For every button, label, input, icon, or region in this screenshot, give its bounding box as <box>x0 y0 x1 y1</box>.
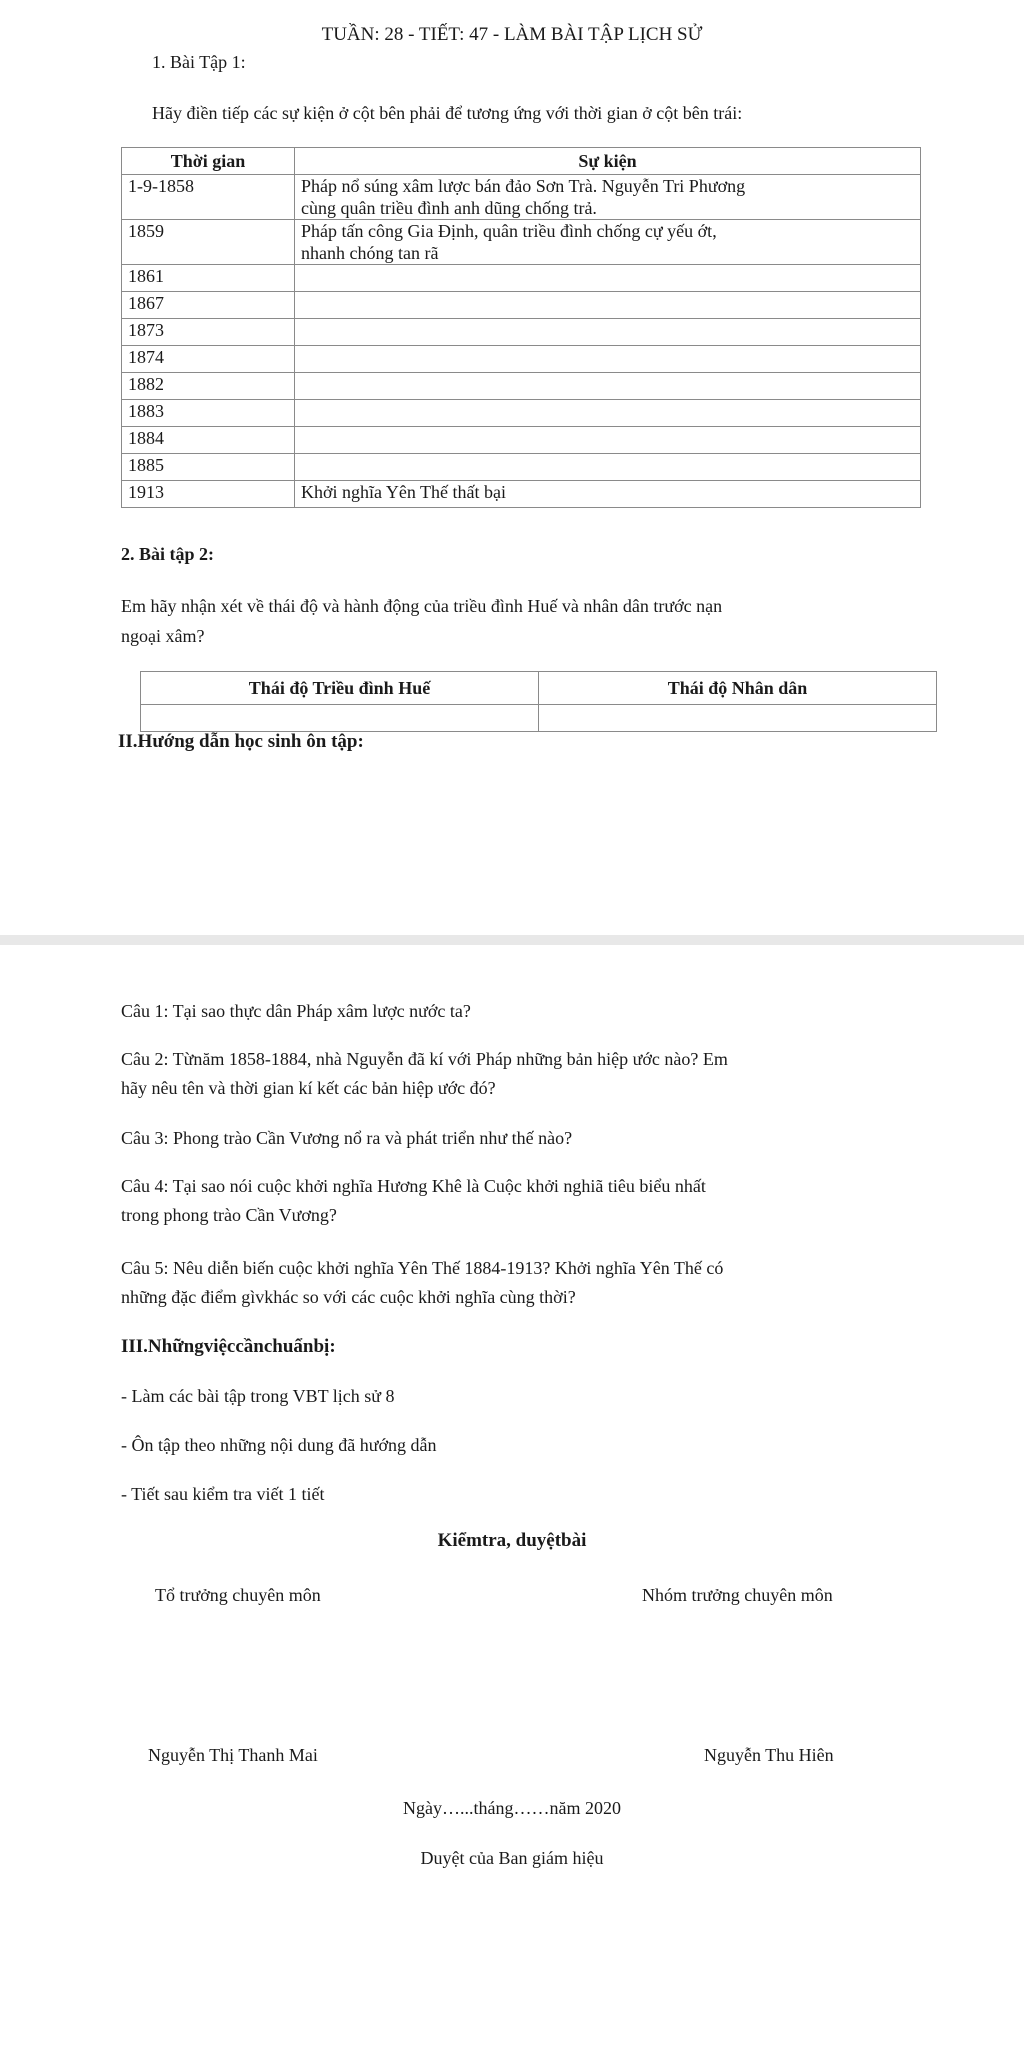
event-cell[interactable] <box>295 373 921 400</box>
event-cell[interactable] <box>295 454 921 481</box>
event-text-line: Pháp tấn công Gia Định, quân triều đình chống cự yếu ớt, <box>301 221 717 241</box>
table-row <box>122 175 921 220</box>
event-cell <box>295 220 921 265</box>
prep-item-3: - Tiết sau kiểm tra viết 1 tiết <box>121 1484 325 1504</box>
time-cell: 1873 <box>122 319 295 346</box>
exercise2-question-line2: ngoại xâm? <box>121 626 205 646</box>
event-text-line: nhanh chóng tan rã <box>301 243 439 263</box>
event-text-line: Pháp nổ súng xâm lược bán đảo Sơn Trà. Nguyễn Tri Phương <box>301 176 746 196</box>
approval-line: Duyệt của Ban giám hiệu <box>420 1848 604 1868</box>
page-two <box>0 945 1024 2048</box>
table-row <box>122 400 921 427</box>
prep-item-2: - Ôn tập theo những nội dung đã hướng dẫn <box>121 1435 437 1455</box>
time-cell: 1874 <box>122 346 295 373</box>
column-header-court: Thái độ Triều đình Huế <box>141 672 539 705</box>
events-table <box>121 147 921 508</box>
date-line: Ngày…...tháng……năm 2020 <box>403 1798 621 1818</box>
people-attitude-cell[interactable] <box>539 705 937 732</box>
court-attitude-cell[interactable] <box>141 705 539 732</box>
table-row <box>122 346 921 373</box>
table-row <box>122 220 921 265</box>
question-2-line2: hãy nêu tên và thời gian kí kết các bản hiệp ước đó? <box>121 1078 496 1098</box>
column-header-event: Sự kiện <box>295 148 921 175</box>
exercise1-instruction: Hãy điền tiếp các sự kiện ở cột bên phải để tương ứng với thời gian ở cột bên trái: <box>152 103 743 123</box>
time-cell: 1884 <box>122 427 295 454</box>
time-cell: 1861 <box>122 265 295 292</box>
exercise2-heading: 2. Bài tập 2: <box>121 544 215 564</box>
event-cell[interactable] <box>295 292 921 319</box>
time-cell: 1859 <box>122 220 295 265</box>
table-row <box>122 454 921 481</box>
review-heading: Kiểmtra, duyệtbài <box>437 1530 587 1551</box>
table-header-row <box>122 148 921 175</box>
time-cell: 1-9-1858 <box>122 175 295 220</box>
time-cell: 1885 <box>122 454 295 481</box>
event-text-line: cùng quân triều đình anh dũng chống trả. <box>301 198 597 218</box>
exercise2-question-line1: Em hãy nhận xét về thái độ và hành động của triều đình Huế và nhân dân trước nạn <box>121 596 723 616</box>
time-cell: 1867 <box>122 292 295 319</box>
table-row <box>122 373 921 400</box>
right-signer-role: Nhóm trưởng chuyên môn <box>642 1585 833 1605</box>
event-cell[interactable] <box>295 319 921 346</box>
right-signer-name: Nguyễn Thu Hiên <box>704 1745 834 1765</box>
page-title: TUẦN: 28 - TIẾT: 47 - LÀM BÀI TẬP LỊCH SỬ <box>321 24 703 45</box>
event-cell <box>295 175 921 220</box>
question-5-line2: những đặc điểm gìvkhác so với các cuộc khởi nghĩa cùng thời? <box>121 1287 576 1307</box>
left-signer-role: Tổ trưởng chuyên môn <box>155 1585 321 1605</box>
table-row <box>122 427 921 454</box>
table-row <box>122 319 921 346</box>
table-row <box>141 705 937 732</box>
time-cell: 1882 <box>122 373 295 400</box>
event-cell <box>295 481 921 508</box>
exercise1-heading: 1. Bài Tập 1: <box>152 52 246 72</box>
question-4-line1: Câu 4: Tại sao nói cuộc khởi nghĩa Hương Khê là Cuộc khởi nghiã tiêu biểu nhất <box>121 1176 706 1196</box>
question-1: Câu 1: Tại sao thực dân Pháp xâm lược nước ta? <box>121 1001 471 1021</box>
page-separator <box>0 935 1024 945</box>
prep-item-1: - Làm các bài tập trong VBT lịch sử 8 <box>121 1386 395 1406</box>
event-cell[interactable] <box>295 346 921 373</box>
question-2-line1: Câu 2: Từnăm 1858-1884, nhà Nguyễn đã kí với Pháp những bản hiệp ước nào? Em <box>121 1049 728 1069</box>
event-cell[interactable] <box>295 427 921 454</box>
left-signer-name: Nguyễn Thị Thanh Mai <box>148 1745 318 1765</box>
question-4-line2: trong phong trào Cần Vương? <box>121 1205 337 1225</box>
question-5-line1: Câu 5: Nêu diễn biến cuộc khởi nghĩa Yên Thế 1884-1913? Khởi nghĩa Yên Thế có <box>121 1258 724 1278</box>
page-one <box>0 0 1024 935</box>
time-cell: 1913 <box>122 481 295 508</box>
table-header-row <box>141 672 937 705</box>
column-header-people: Thái độ Nhân dân <box>539 672 937 705</box>
table-row <box>122 481 921 508</box>
question-3: Câu 3: Phong trào Cần Vương nổ ra và phát triển như thế nào? <box>121 1128 573 1148</box>
event-cell[interactable] <box>295 265 921 292</box>
column-header-time: Thời gian <box>122 148 295 175</box>
time-cell: 1883 <box>122 400 295 427</box>
table-row <box>122 292 921 319</box>
attitude-table <box>140 671 937 732</box>
table-row <box>122 265 921 292</box>
section2-heading: II.Hướng dẫn học sinh ôn tập: <box>118 731 364 752</box>
section3-heading: III.Nhữngviệccầnchuẩnbị: <box>121 1336 336 1357</box>
event-cell[interactable] <box>295 400 921 427</box>
event-text-line: Khởi nghĩa Yên Thế thất bại <box>301 482 506 502</box>
